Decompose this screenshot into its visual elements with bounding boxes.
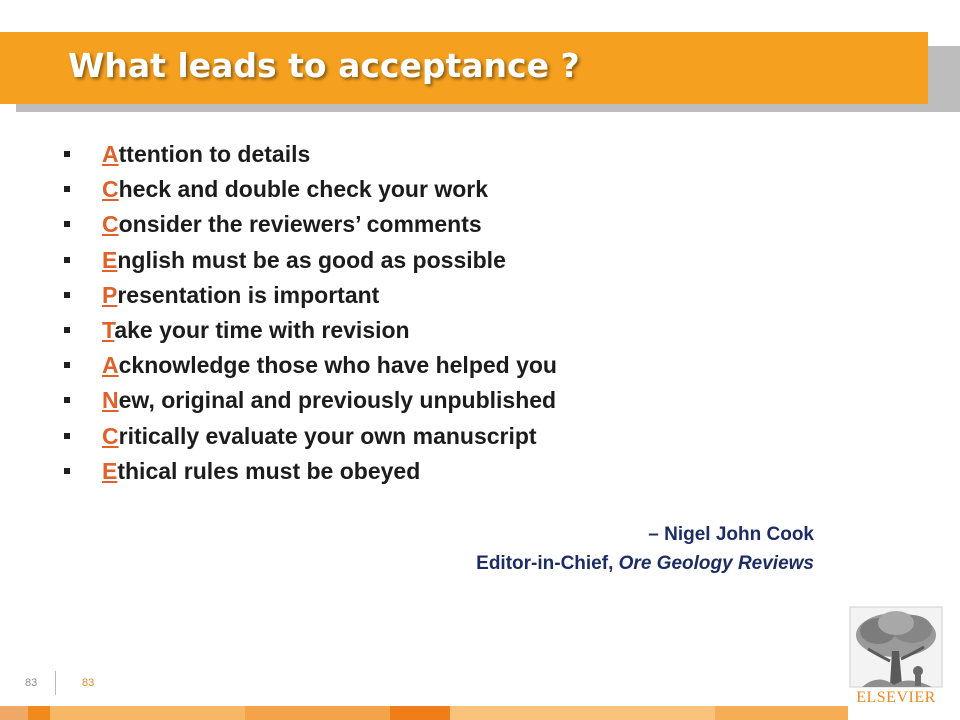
footer-stripe [0, 706, 28, 720]
bullet-rest: ake your time with revision [114, 316, 410, 343]
slide-title: What leads to acceptance ? [68, 46, 580, 85]
bullet-initial: A [102, 141, 119, 167]
bullet-initial: C [102, 176, 119, 203]
bullet-text [102, 278, 379, 313]
bullet-initial: C [102, 211, 119, 238]
bullet-text [102, 419, 537, 454]
bullet-initial: E [102, 457, 118, 484]
bullet-text [102, 243, 506, 278]
footer-stripe [715, 706, 848, 720]
footer-stripe [28, 706, 50, 720]
bullet-rest: thical rules must be obeyed [117, 457, 421, 484]
bullet-marker [64, 221, 70, 227]
bullet-marker [64, 433, 70, 439]
bullet-marker [64, 397, 70, 403]
bullet-text [102, 313, 410, 348]
bullet-marker [64, 362, 70, 368]
bullet-rest: resentation is important [117, 281, 380, 308]
bullet-initial: T [102, 316, 115, 343]
bullet-marker [64, 468, 70, 474]
bullet-marker [64, 257, 70, 263]
bullet-text [102, 348, 557, 383]
bullet-initial: P [102, 281, 118, 308]
bullet-initial: N [102, 387, 119, 414]
bullet-text [102, 383, 556, 418]
quote-journal: Ore Geology Reviews [618, 553, 814, 574]
bullet-rest: cknowledge those who have helped you [118, 352, 557, 379]
bullet-rest: onsider the reviewers’ comments [118, 211, 482, 238]
bullet-rest: heck and double check your work [118, 176, 489, 203]
bullet-marker [64, 151, 70, 157]
footer-stripe [450, 706, 715, 720]
bullet-text [102, 207, 482, 242]
page-divider [55, 671, 56, 695]
bullet-marker [64, 186, 70, 192]
bullet-rest: ew, original and previously unpublished [118, 387, 557, 414]
bullet-rest: ritically evaluate your own manuscript [118, 422, 537, 449]
page-number-left: 83 [25, 677, 38, 689]
bullet-initial: A [102, 352, 119, 379]
page-number-right: 83 [82, 677, 95, 689]
bullet-initial: C [102, 422, 119, 449]
bullet-rest: nglish must be as good as possible [117, 246, 506, 273]
footer-stripe [390, 706, 450, 720]
quote-author: – Nigel John Cook [648, 524, 814, 545]
footer-stripe [245, 706, 390, 720]
quote-attribution [476, 553, 814, 575]
bullet-rest: ttention to details [118, 141, 311, 167]
bullet-marker [64, 292, 70, 298]
bullet-text [102, 172, 488, 207]
bullet-initial: E [102, 246, 118, 273]
bullet-text [102, 454, 420, 489]
footer-stripe [50, 706, 245, 720]
quote-role: Editor-in-Chief, [476, 553, 619, 574]
elsevier-wordmark: ELSEVIER [856, 689, 936, 706]
bullet-marker [64, 327, 70, 333]
bullet-text [102, 137, 310, 172]
